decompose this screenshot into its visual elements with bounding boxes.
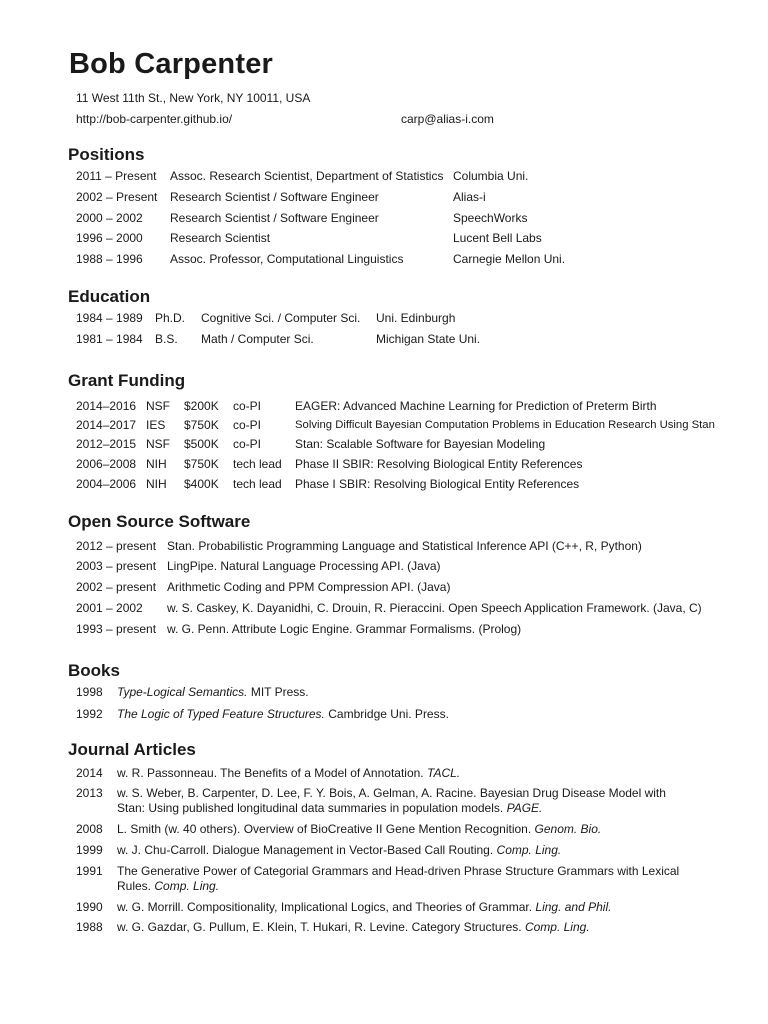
journal-text: w. G. Morrill. Compositionality, Implicational Logics, and Theories of Grammar.	[117, 900, 533, 914]
journal-citation	[117, 920, 590, 935]
position-org: Columbia Uni.	[453, 169, 529, 183]
journal-citation	[117, 766, 460, 781]
position-years: 2002 – Present	[76, 190, 158, 204]
book-title: The Logic of Typed Feature Structures.	[117, 707, 325, 721]
website-link[interactable]: http://bob-carpenter.github.io/	[76, 112, 233, 126]
journal-year: 1988	[76, 920, 103, 934]
book-year: 1992	[76, 707, 103, 721]
grant-years: 2014–2016	[76, 399, 137, 413]
journal-text: w. J. Chu-Carroll. Dialogue Management in Vector-Based Call Routing.	[117, 843, 494, 857]
positions-heading: Positions	[68, 145, 145, 164]
grant-years: 2014–2017	[76, 418, 137, 432]
position-years: 2011 – Present	[76, 169, 157, 183]
education-heading: Education	[68, 287, 151, 306]
position-role: Research Scientist / Software Engineer	[170, 190, 379, 204]
education-school: Michigan State Uni.	[376, 332, 481, 346]
journal-text: The Generative Power of Categorial Grammars and Head-driven Phrase Structure Grammars with Lexical Rules.	[117, 864, 680, 893]
journal-citation	[117, 864, 692, 894]
journal-text: L. Smith (w. 40 others). Overview of BioCreative II Gene Mention Recognition.	[117, 822, 532, 836]
software-years: 2003 – present	[76, 559, 157, 573]
education-years: 1984 – 1989	[76, 311, 143, 325]
grant-years: 2006–2008	[76, 457, 137, 471]
grant-amount: $400K	[184, 477, 219, 491]
journal-year: 2014	[76, 766, 103, 780]
journal-venue: Comp. Ling.	[524, 920, 590, 934]
books-heading: Books	[68, 661, 120, 680]
software-desc: Arithmetic Coding and PPM Compression API. (Java)	[167, 580, 451, 594]
software-desc: LingPipe. Natural Language Processing API. (Java)	[167, 559, 441, 573]
grant-agency: NIH	[146, 477, 167, 491]
journal-venue: PAGE.	[506, 801, 543, 815]
journal-citation	[117, 786, 697, 816]
grant-role: tech lead	[233, 477, 282, 491]
journal-text: w. R. Passonneau. The Benefits of a Model of Annotation.	[117, 766, 424, 780]
grant-agency: NIH	[146, 457, 167, 471]
journal-venue: Ling. and Phil.	[535, 900, 612, 914]
grant-role: co-PI	[233, 418, 262, 432]
grant-project: Solving Difficult Bayesian Computation Problems in Education Research Using Stan	[295, 419, 715, 431]
book-citation	[117, 685, 309, 700]
position-years: 2000 – 2002	[76, 211, 143, 225]
journal-year: 1999	[76, 843, 103, 857]
grant-amount: $200K	[184, 399, 219, 413]
position-org: Carnegie Mellon Uni.	[453, 252, 566, 266]
position-role: Assoc. Research Scientist, Department of Statistics	[170, 169, 444, 183]
software-years: 2001 – 2002	[76, 601, 143, 615]
software-years: 2002 – present	[76, 580, 157, 594]
position-org: SpeechWorks	[453, 211, 528, 225]
book-year: 1998	[76, 685, 103, 699]
grant-agency: IES	[146, 418, 166, 432]
education-field: Math / Computer Sci.	[201, 332, 314, 346]
position-role: Research Scientist	[170, 231, 271, 245]
software-years: 1993 – present	[76, 622, 157, 636]
journal-venue: Genom. Bio.	[534, 822, 602, 836]
grant-agency: NSF	[146, 437, 170, 451]
journal-year: 1991	[76, 864, 103, 878]
software-years: 2012 – present	[76, 539, 157, 553]
journal-year: 2008	[76, 822, 103, 836]
grant-role: co-PI	[233, 399, 262, 413]
book-publisher: Cambridge Uni. Press.	[328, 707, 449, 721]
grant-role: co-PI	[233, 437, 262, 451]
position-org: Alias-i	[453, 190, 486, 204]
person-name: Bob Carpenter	[69, 48, 274, 80]
grant-amount: $750K	[184, 457, 219, 471]
position-org: Lucent Bell Labs	[453, 231, 542, 245]
journal-citation	[117, 822, 601, 837]
book-title: Type-Logical Semantics.	[117, 685, 248, 699]
grant-agency: NSF	[146, 399, 170, 413]
education-school: Uni. Edinburgh	[376, 311, 456, 325]
education-field: Cognitive Sci. / Computer Sci.	[201, 311, 361, 325]
grant-years: 2012–2015	[76, 437, 137, 451]
software-desc: w. G. Penn. Attribute Logic Engine. Grammar Formalisms. (Prolog)	[167, 622, 522, 636]
position-role: Research Scientist / Software Engineer	[170, 211, 379, 225]
book-citation	[117, 707, 449, 722]
grant-years: 2004–2006	[76, 477, 137, 491]
position-role: Assoc. Professor, Computational Linguistics	[170, 252, 404, 266]
software-desc: Stan. Probabilistic Programming Language and Statistical Inference API (C++, R, Python)	[167, 539, 642, 553]
journal-citation	[117, 900, 611, 915]
journal-year: 2013	[76, 786, 103, 800]
grant-project: Phase II SBIR: Resolving Biological Entity References	[295, 457, 583, 471]
education-years: 1981 – 1984	[76, 332, 143, 346]
journal-text: w. S. Weber, B. Carpenter, D. Lee, F. Y. Bois, A. Gelman, A. Racine. Bayesian Drug Disease Model with Stan: Using published longitudinal data summaries in population models.	[117, 786, 666, 815]
position-years: 1996 – 2000	[76, 231, 143, 245]
journal-text: w. G. Gazdar, G. Pullum, E. Klein, T. Hukari, R. Levine. Category Structures.	[117, 920, 522, 934]
education-degree: B.S.	[155, 332, 178, 346]
grant-project: EAGER: Advanced Machine Learning for Prediction of Preterm Birth	[295, 399, 657, 413]
journal-citation	[117, 843, 561, 858]
grant-role: tech lead	[233, 457, 282, 471]
position-years: 1988 – 1996	[76, 252, 143, 266]
grant-project: Phase I SBIR: Resolving Biological Entity References	[295, 477, 580, 491]
grants-heading: Grant Funding	[68, 371, 186, 390]
software-desc: w. S. Caskey, K. Dayanidhi, C. Drouin, R. Pieraccini. Open Speech Application Framework. (Java, C)	[167, 601, 702, 615]
address: 11 West 11th St., New York, NY 10011, USA	[76, 91, 311, 105]
journal-venue: Comp. Ling.	[496, 843, 562, 857]
email-link[interactable]: carp@alias-i.com	[401, 112, 494, 126]
journals-heading: Journal Articles	[68, 740, 196, 759]
book-publisher: MIT Press.	[250, 685, 309, 699]
journal-year: 1990	[76, 900, 103, 914]
journal-venue: TACL.	[427, 766, 461, 780]
grant-amount: $500K	[184, 437, 219, 451]
grant-amount: $750K	[184, 418, 219, 432]
education-degree: Ph.D.	[155, 311, 186, 325]
software-heading: Open Source Software	[68, 512, 251, 531]
journal-venue: Comp. Ling.	[154, 879, 220, 893]
grant-project: Stan: Scalable Software for Bayesian Modeling	[295, 437, 546, 451]
